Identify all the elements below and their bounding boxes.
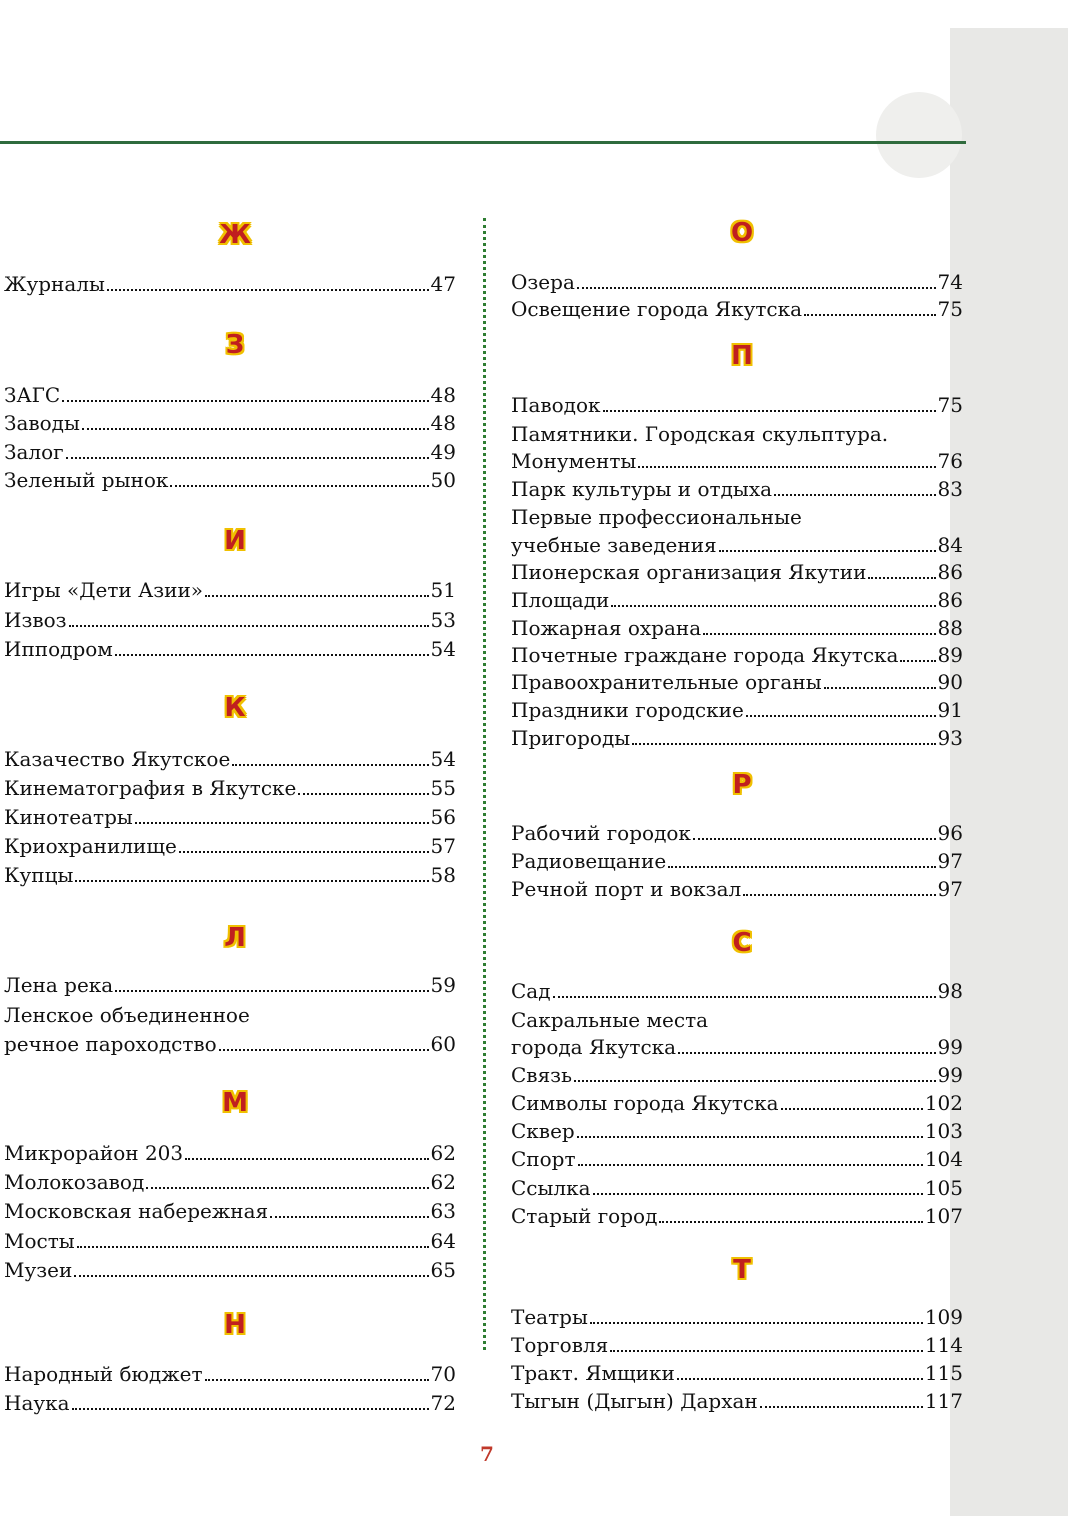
index-entry[interactable] [511, 1033, 963, 1061]
entry-page: 99 [937, 1035, 963, 1059]
dot-leader [553, 996, 936, 998]
dot-leader [703, 633, 935, 635]
dot-leader [774, 494, 936, 496]
entry-page: 62 [430, 1170, 456, 1194]
index-entry[interactable] [4, 1256, 456, 1284]
dot-leader [574, 1080, 936, 1082]
entry-page: 47 [430, 272, 456, 296]
entry-page: 57 [430, 834, 456, 858]
dot-leader [179, 851, 429, 853]
index-entry[interactable] [511, 531, 963, 559]
dot-leader [719, 550, 936, 552]
entry-title: Пожарная охрана [511, 616, 702, 640]
dot-leader [824, 687, 936, 689]
index-entry[interactable] [511, 1331, 963, 1359]
index-entry[interactable] [4, 1227, 456, 1255]
section-letter-badge [220, 693, 250, 723]
section-letter: Т [733, 1255, 751, 1285]
dot-leader [746, 715, 936, 717]
entry-page: 102 [924, 1091, 963, 1115]
entry-title: Речной порт и вокзал [511, 877, 742, 901]
section-letter: Л [224, 923, 246, 953]
entry-title: Площади [511, 588, 610, 612]
section-letter-badge [727, 1255, 757, 1285]
index-entry[interactable] [4, 861, 456, 889]
dot-leader [677, 1378, 923, 1380]
entry-page: 99 [937, 1063, 963, 1087]
entry-title: Связь [511, 1063, 572, 1087]
entry-page: 54 [430, 637, 456, 661]
index-entry[interactable] [511, 847, 963, 875]
dot-leader [205, 595, 429, 597]
index-entry[interactable] [4, 1360, 456, 1388]
dot-leader [170, 485, 428, 487]
entry-title: Озера [511, 270, 575, 294]
dot-leader [578, 1164, 923, 1166]
index-entry[interactable] [4, 745, 456, 773]
entry-title: Музеи [4, 1258, 73, 1282]
dot-leader [72, 1408, 429, 1410]
entry-title: учебные заведения [511, 533, 717, 557]
index-entry[interactable] [4, 409, 456, 437]
entry-title: Старый город [511, 1204, 658, 1228]
entry-page: 59 [430, 973, 456, 997]
index-entry[interactable] [511, 696, 963, 724]
index-entry[interactable] [4, 576, 456, 604]
index-entry[interactable] [511, 1359, 963, 1387]
section-letter-badge [727, 341, 757, 371]
entry-page: 49 [430, 440, 456, 464]
entry-title: речное пароходство [4, 1032, 217, 1056]
index-entry[interactable] [4, 1197, 456, 1225]
entry-page: 97 [937, 877, 963, 901]
dot-leader [107, 289, 429, 291]
entry-page: 63 [430, 1199, 456, 1223]
entry-title: Монументы [511, 449, 637, 473]
entry-page: 89 [937, 643, 963, 667]
section-letter: Ж [219, 220, 251, 250]
entry-title: Тракт. Ямщики [511, 1361, 675, 1385]
section-letter: К [224, 693, 246, 723]
index-entry[interactable] [4, 971, 456, 999]
section-letter-badge [220, 1088, 250, 1118]
dot-leader [632, 743, 935, 745]
index-entry-continued: Сакральные места [511, 1008, 709, 1032]
entry-page: 75 [937, 297, 963, 321]
dot-leader [205, 1379, 429, 1381]
faded-emblem [876, 92, 962, 178]
dot-leader [610, 1350, 923, 1352]
entry-page: 60 [430, 1032, 456, 1056]
entry-title: Ссылка [511, 1176, 591, 1200]
section-letter: Н [224, 1310, 246, 1340]
entry-page: 93 [937, 726, 963, 750]
entry-title: Парк культуры и отдыха [511, 477, 773, 501]
section-letter-badge [727, 928, 757, 958]
index-entry[interactable] [511, 1174, 963, 1202]
entry-title: Рабочий городок [511, 821, 691, 845]
index-entry[interactable] [4, 803, 456, 831]
dot-leader [577, 1136, 923, 1138]
entry-title: Тыгын (Дыгын) Дархан [511, 1389, 758, 1413]
section-letter: И [224, 526, 246, 556]
entry-title: города Якутска [511, 1035, 677, 1059]
entry-page: 48 [430, 411, 456, 435]
index-entry[interactable] [511, 475, 963, 503]
dot-leader [232, 764, 428, 766]
entry-title: Наука [4, 1391, 70, 1415]
index-entry[interactable] [511, 1089, 963, 1117]
dot-leader [146, 1187, 428, 1189]
entry-page: 72 [430, 1391, 456, 1415]
entry-title: Сад [511, 979, 551, 1003]
entry-page: 109 [924, 1305, 963, 1329]
index-entry[interactable] [511, 668, 963, 696]
section-letter-badge [220, 923, 250, 953]
entry-title: Театры [511, 1305, 588, 1329]
index-entry[interactable] [511, 268, 963, 296]
entry-title: Праздники городские [511, 698, 744, 722]
dot-leader [69, 625, 429, 627]
entry-title: ЗАГС [4, 383, 61, 407]
index-entry[interactable] [511, 819, 963, 847]
section-letter: Р [732, 770, 752, 800]
entry-page: 115 [924, 1361, 963, 1385]
section-letter-badge [220, 330, 250, 360]
index-entry-continued: Первые профессиональные [511, 505, 802, 529]
index-entry[interactable] [511, 558, 963, 586]
index-entry[interactable] [511, 391, 963, 419]
index-entry-continued: Памятники. Городская скульптура. [511, 422, 889, 446]
entry-title: Пионерская организация Якутии [511, 560, 867, 584]
entry-page: 76 [937, 449, 963, 473]
entry-page: 104 [924, 1147, 963, 1171]
entry-page: 55 [430, 776, 456, 800]
dot-leader [638, 466, 935, 468]
entry-title: Радиовещание [511, 849, 667, 873]
column-divider [483, 218, 486, 1350]
dot-leader [868, 577, 935, 579]
entry-page: 114 [924, 1333, 963, 1357]
dot-leader [62, 400, 428, 402]
entry-page: 107 [924, 1204, 963, 1228]
entry-title: Ипподром [4, 637, 113, 661]
dot-leader [270, 1216, 428, 1218]
entry-title: Кинотеатры [4, 805, 133, 829]
entry-page: 98 [937, 979, 963, 1003]
dot-leader [659, 1221, 922, 1223]
index-entry[interactable] [511, 724, 963, 752]
index-entry[interactable] [4, 1030, 456, 1058]
entry-title: Купцы [4, 863, 74, 887]
dot-leader [781, 1108, 923, 1110]
entry-page: 58 [430, 863, 456, 887]
index-entry[interactable] [511, 977, 963, 1005]
entry-page: 88 [937, 616, 963, 640]
index-entry[interactable] [511, 875, 963, 903]
section-letter: О [730, 218, 754, 248]
entry-page: 50 [430, 468, 456, 492]
entry-page: 86 [937, 560, 963, 584]
index-entry[interactable] [511, 447, 963, 475]
index-entry[interactable] [511, 295, 963, 323]
index-entry-continued: Ленское объединенное [4, 1003, 250, 1027]
entry-page: 90 [937, 670, 963, 694]
section-letter: М [222, 1088, 248, 1118]
index-entry[interactable] [511, 586, 963, 614]
index-entry[interactable] [4, 635, 456, 663]
dot-leader [668, 866, 935, 868]
entry-title: Заводы [4, 411, 80, 435]
entry-title: Почетные граждане города Якутска [511, 643, 899, 667]
entry-page: 97 [937, 849, 963, 873]
section-letter-badge [220, 526, 250, 556]
index-entry[interactable] [511, 614, 963, 642]
entry-title: Молокозавод [4, 1170, 145, 1194]
entry-page: 105 [924, 1176, 963, 1200]
entry-page: 74 [937, 270, 963, 294]
dot-leader [219, 1049, 429, 1051]
entry-title: Паводок [511, 393, 601, 417]
entry-title: Криохранилище [4, 834, 177, 858]
dot-leader [611, 605, 935, 607]
entry-title: Мосты [4, 1229, 75, 1253]
section-letter-badge [220, 1310, 250, 1340]
index-entry[interactable] [4, 1168, 456, 1196]
entry-page: 62 [430, 1141, 456, 1165]
dot-leader [298, 793, 428, 795]
index-entry[interactable] [4, 606, 456, 634]
entry-page: 65 [430, 1258, 456, 1282]
index-entry[interactable] [511, 1202, 963, 1230]
dot-leader [678, 1052, 935, 1054]
index-entry[interactable] [4, 832, 456, 860]
section-letter: С [732, 928, 752, 958]
header-rule [0, 141, 966, 144]
index-entry[interactable] [511, 1303, 963, 1331]
entry-page: 70 [430, 1362, 456, 1386]
index-entry[interactable] [511, 1061, 963, 1089]
dot-leader [82, 428, 429, 430]
dot-leader [603, 410, 936, 412]
entry-title: Залог [4, 440, 64, 464]
section-letter: З [225, 330, 245, 360]
dot-leader [693, 838, 936, 840]
entry-page: 103 [924, 1119, 963, 1143]
index-entry[interactable] [511, 1117, 963, 1145]
entry-title: Казачество Якутское [4, 747, 231, 771]
entry-title: Сквер [511, 1119, 575, 1143]
dot-leader [743, 894, 935, 896]
entry-title: Спорт [511, 1147, 576, 1171]
index-entry[interactable] [511, 641, 963, 669]
page-number: 7 [480, 1442, 494, 1466]
page-edge-strip [950, 28, 1068, 1516]
section-letter-badge [727, 218, 757, 248]
entry-page: 86 [937, 588, 963, 612]
dot-leader [115, 990, 428, 992]
index-entry[interactable] [4, 438, 456, 466]
section-letter-badge [727, 770, 757, 800]
entry-title: Игры «Дети Азии» [4, 578, 204, 602]
entry-title: Символы города Якутска [511, 1091, 779, 1115]
entry-page: 117 [924, 1389, 963, 1413]
entry-page: 96 [937, 821, 963, 845]
entry-page: 64 [430, 1229, 456, 1253]
entry-title: Журналы [4, 272, 105, 296]
entry-title: Зеленый рынок [4, 468, 169, 492]
entry-title: Извоз [4, 608, 67, 632]
entry-title: Кинематография в Якутске [4, 776, 297, 800]
dot-leader [900, 660, 935, 662]
entry-title: Освещение города Якутска [511, 297, 803, 321]
dot-leader [760, 1406, 923, 1408]
entry-page: 56 [430, 805, 456, 829]
entry-title: Народный бюджет [4, 1362, 203, 1386]
entry-title: Правоохранительные органы [511, 670, 822, 694]
entry-page: 51 [430, 578, 456, 602]
index-entry[interactable] [4, 1389, 456, 1417]
dot-leader [115, 654, 429, 656]
entry-title: Микрорайон 203 [4, 1141, 184, 1165]
index-entry[interactable] [4, 1139, 456, 1167]
dot-leader [77, 1246, 429, 1248]
dot-leader [804, 314, 936, 316]
entry-page: 91 [937, 698, 963, 722]
entry-page: 84 [937, 533, 963, 557]
index-entry[interactable] [4, 381, 456, 409]
entry-page: 48 [430, 383, 456, 407]
dot-leader [590, 1322, 923, 1324]
dot-leader [185, 1158, 428, 1160]
entry-title: Лена река [4, 973, 114, 997]
entry-page: 75 [937, 393, 963, 417]
dot-leader [135, 822, 429, 824]
entry-title: Пригороды [511, 726, 631, 750]
dot-leader [74, 1275, 428, 1277]
index-entry[interactable] [4, 774, 456, 802]
entry-page: 54 [430, 747, 456, 771]
entry-page: 53 [430, 608, 456, 632]
entry-page: 83 [937, 477, 963, 501]
dot-leader [593, 1193, 923, 1195]
dot-leader [66, 457, 429, 459]
section-letter: П [731, 341, 753, 371]
entry-title: Московская набережная [4, 1199, 269, 1223]
index-entry[interactable] [4, 466, 456, 494]
dot-leader [75, 880, 428, 882]
index-entry[interactable] [511, 1387, 963, 1415]
section-letter-badge [220, 220, 250, 250]
dot-leader [577, 287, 936, 289]
entry-title: Торговля [511, 1333, 609, 1357]
index-entry[interactable] [4, 270, 456, 298]
index-entry[interactable] [511, 1145, 963, 1173]
